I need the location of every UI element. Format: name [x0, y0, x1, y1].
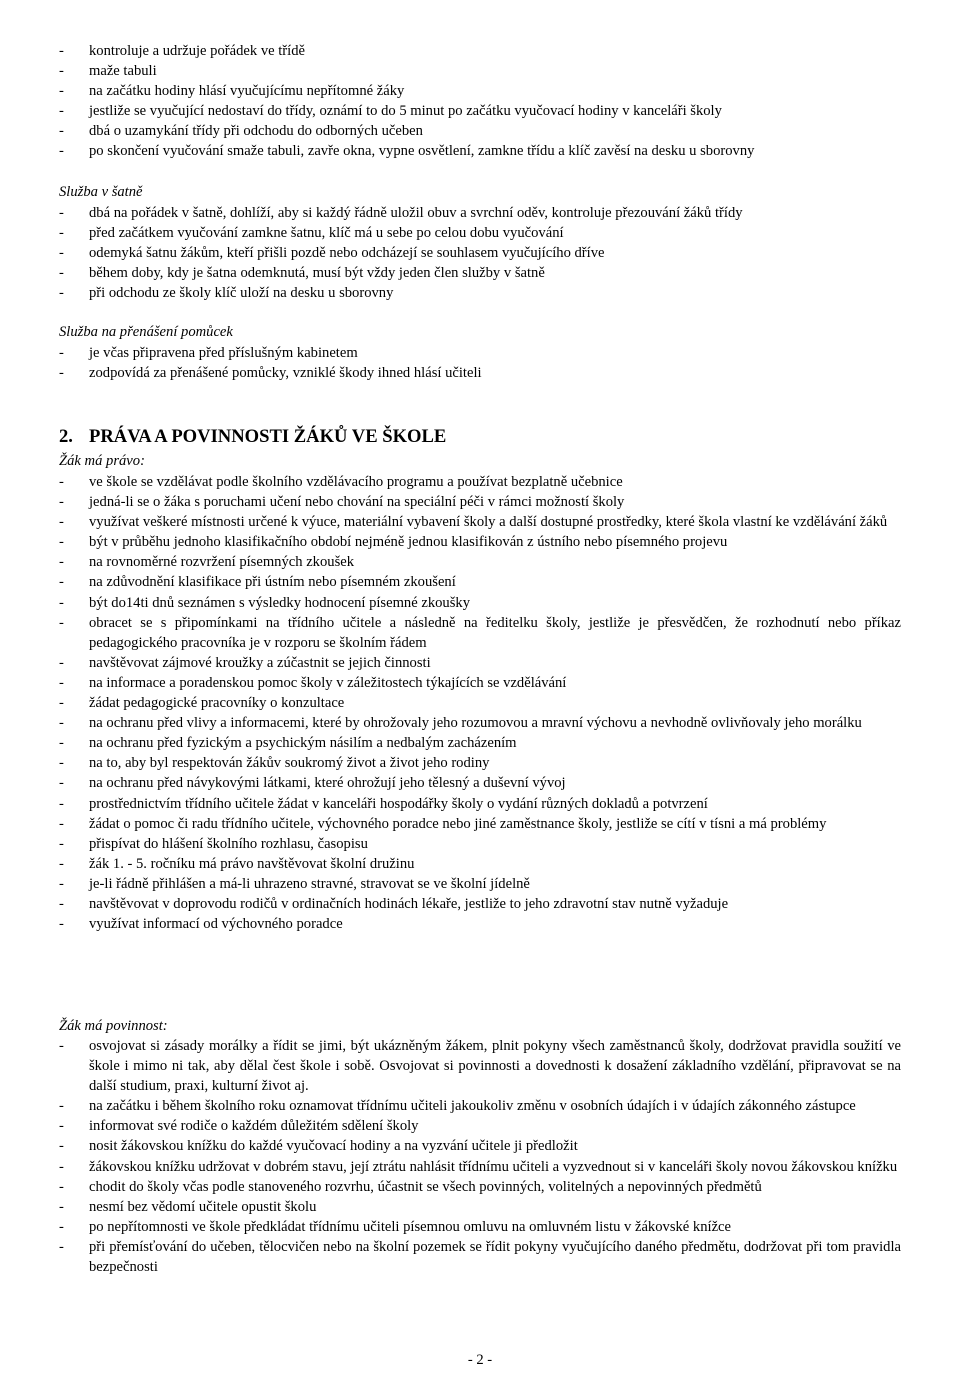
list-item: - je včas připravena před příslušným kabinetem	[59, 343, 901, 363]
list-item: - žádat pedagogické pracovníky o konzultace	[59, 693, 901, 713]
povinnosti-heading: Žák má povinnost:	[59, 1018, 168, 1034]
list-item: - nesmí bez vědomí učitele opustit školu	[59, 1197, 901, 1217]
satna-heading: Služba v šatně	[59, 184, 143, 200]
list-item: - navštěvovat zájmové kroužky a zúčastnit se jejich činnosti	[59, 653, 901, 673]
list-item: - na zdůvodnění klasifikace při ústním nebo písemném zkoušení	[59, 572, 901, 592]
list-item: - ve škole se vzdělávat podle školního vzdělávacího programu a používat bezplatně učebnice	[59, 472, 901, 492]
list-item: - žák 1. - 5. ročníku má právo navštěvovat školní družinu	[59, 854, 901, 874]
page-number: - 2 -	[467, 1352, 493, 1368]
list-item: - na začátku i během školního roku oznamovat třídnímu učiteli jakoukoliv změnu v osobních údajích i v údajích zákonného zástupce	[59, 1096, 901, 1116]
list-item: - kontroluje a udržuje pořádek ve třídě	[59, 41, 901, 61]
list-item: - na ochranu před návykovými látkami, které ohrožují jeho tělesný a duševní vývoj	[59, 773, 901, 793]
duty-list	[59, 41, 901, 162]
list-item: - na ochranu před fyzickým a psychickým násilím a nedbalým zacházením	[59, 733, 901, 753]
list-item: - využívat informací od výchovného poradce	[59, 914, 901, 934]
prava-items	[59, 472, 901, 934]
list-item: - po nepřítomnosti ve škole předkládat třídnímu učiteli písemnou omluvu na omluvném listu v žákovské knížce	[59, 1217, 901, 1237]
pomucky-list	[59, 343, 901, 383]
list-item: - na informace a poradenskou pomoc školy v záležitostech týkajících se vzdělávání	[59, 673, 901, 693]
list-item: - žákovskou knížku udržovat v dobrém stavu, její ztrátu nahlásit třídnímu učiteli a vyzvednout si v kanceláři školy novou žákovskou knížku	[59, 1157, 901, 1177]
prava-list	[59, 472, 901, 934]
list-item: - jestliže se vyučující nedostaví do třídy, oznámí to do 5 minut po začátku vyučovací hodiny v kanceláři školy	[59, 101, 901, 121]
list-item: - zodpovídá za přenášené pomůcky, vzniklé škody ihned hlásí učiteli	[59, 363, 901, 383]
list-item: - prostřednictvím třídního učitele žádat v kanceláři hospodářky školy o vydání různých dokladů a potvrzení	[59, 794, 901, 814]
povinnosti-list	[59, 1036, 901, 1277]
list-item: - při odchodu ze školy klíč uloží na desku u sborovny	[59, 283, 901, 303]
list-item: - přispívat do hlášení školního rozhlasu, časopisu	[59, 834, 901, 854]
section-title: PRÁVA A POVINNOSTI ŽÁKŮ VE ŠKOLE	[89, 426, 447, 447]
pomucky-items	[59, 343, 901, 383]
list-item: - být do14ti dnů seznámen s výsledky hodnocení písemné zkoušky	[59, 593, 901, 613]
list-item: - na to, aby byl respektován žákův soukromý život a život jeho rodiny	[59, 753, 901, 773]
list-item: - po skončení vyučování smaže tabuli, zavře okna, vypne osvětlení, zamkne třídu a klíč zavěsí na desku u sborovny	[59, 141, 901, 161]
list-item: - během doby, kdy je šatna odemknutá, musí být vždy jeden člen služby v šatně	[59, 263, 901, 283]
list-item: - chodit do školy včas podle stanoveného rozvrhu, účastnit se všech povinných, volitelných a nepovinných předmětů	[59, 1177, 901, 1197]
list-item: - na rovnoměrné rozvržení písemných zkoušek	[59, 552, 901, 572]
section-number: 2.	[59, 426, 73, 447]
list-item: - informovat své rodiče o každém důležitém sdělení školy	[59, 1116, 901, 1136]
list-item: - být v průběhu jednoho klasifikačního období nejméně jednou klasifikován z ústního nebo písemného projevu	[59, 532, 901, 552]
list-item: - osvojovat si zásady morálky a řídit se jimi, být ukázněným žákem, plnit pokyny všech zaměstnanců školy, dodržovat pravidla soužití ve škole i mimo ni tak, aby dělal čest škole i sobě. Osvojovat si povinnosti a dovednosti k dosažení základního vzdělání, připravovat se na další studium, praxi, kulturní život aj.	[59, 1036, 901, 1096]
list-item: - nosit žákovskou knížku do každé vyučovací hodiny a na vyzvání učitele ji předložit	[59, 1136, 901, 1156]
list-item: - je-li řádně přihlášen a má-li uhrazeno stravné, stravovat se ve školní jídelně	[59, 874, 901, 894]
prava-heading: Žák má právo:	[59, 453, 145, 469]
satna-list	[59, 203, 901, 303]
list-item: - jedná-li se o žáka s poruchami učení nebo chování na speciální péči v rámci možností školy	[59, 492, 901, 512]
povinnosti-items	[59, 1036, 901, 1277]
satna-items	[59, 203, 901, 303]
list-item: - před začátkem vyučování zamkne šatnu, klíč má u sebe po celou dobu vyučování	[59, 223, 901, 243]
list-item: - žádat o pomoc či radu třídního učitele, výchovného poradce nebo jiné zaměstnance školy, jestliže se cítí v tísni a má problémy	[59, 814, 901, 834]
list-item: - při přemísťování do učeben, tělocvičen nebo na školní pozemek se řídit pokyny vyučujícího daného předmětu, dodržovat při tom pravidla bezpečnosti	[59, 1237, 901, 1277]
list-item: - dbá o uzamykání třídy při odchodu do odborných učeben	[59, 121, 901, 141]
list-item: - na začátku hodiny hlásí vyučujícímu nepřítomné žáky	[59, 81, 901, 101]
duty-items	[59, 41, 901, 162]
list-item: - obracet se s připomínkami na třídního učitele a následně na ředitelku školy, jestliže je přesvědčen, že rozhodnutí nebo příkaz pedagogického pracovníka je v rozporu se školním řádem	[59, 613, 901, 653]
list-item: - na ochranu před vlivy a informacemi, které by ohrožovaly jeho rozumovou a mravní výchovu a nevhodně ovlivňovaly jeho morálku	[59, 713, 901, 733]
list-item: - maže tabuli	[59, 61, 901, 81]
list-item: - dbá na pořádek v šatně, dohlíží, aby si každý řádně uložil obuv a svrchní oděv, kontroluje přezouvání žáků třídy	[59, 203, 901, 223]
list-item: - odemyká šatnu žákům, kteří přišli pozdě nebo odcházejí se souhlasem vyučujícího dříve	[59, 243, 901, 263]
section-heading	[59, 425, 446, 449]
pomucky-heading: Služba na přenášení pomůcek	[59, 324, 233, 340]
list-item: - navštěvovat v doprovodu rodičů v ordinačních hodinách lékaře, jestliže to jeho zdravotní stav nutně vyžaduje	[59, 894, 901, 914]
list-item: - využívat veškeré místnosti určené k výuce, materiální vybavení školy a další dostupné prostředky, které škola vlastní ke vzdělávání žáků	[59, 512, 901, 532]
